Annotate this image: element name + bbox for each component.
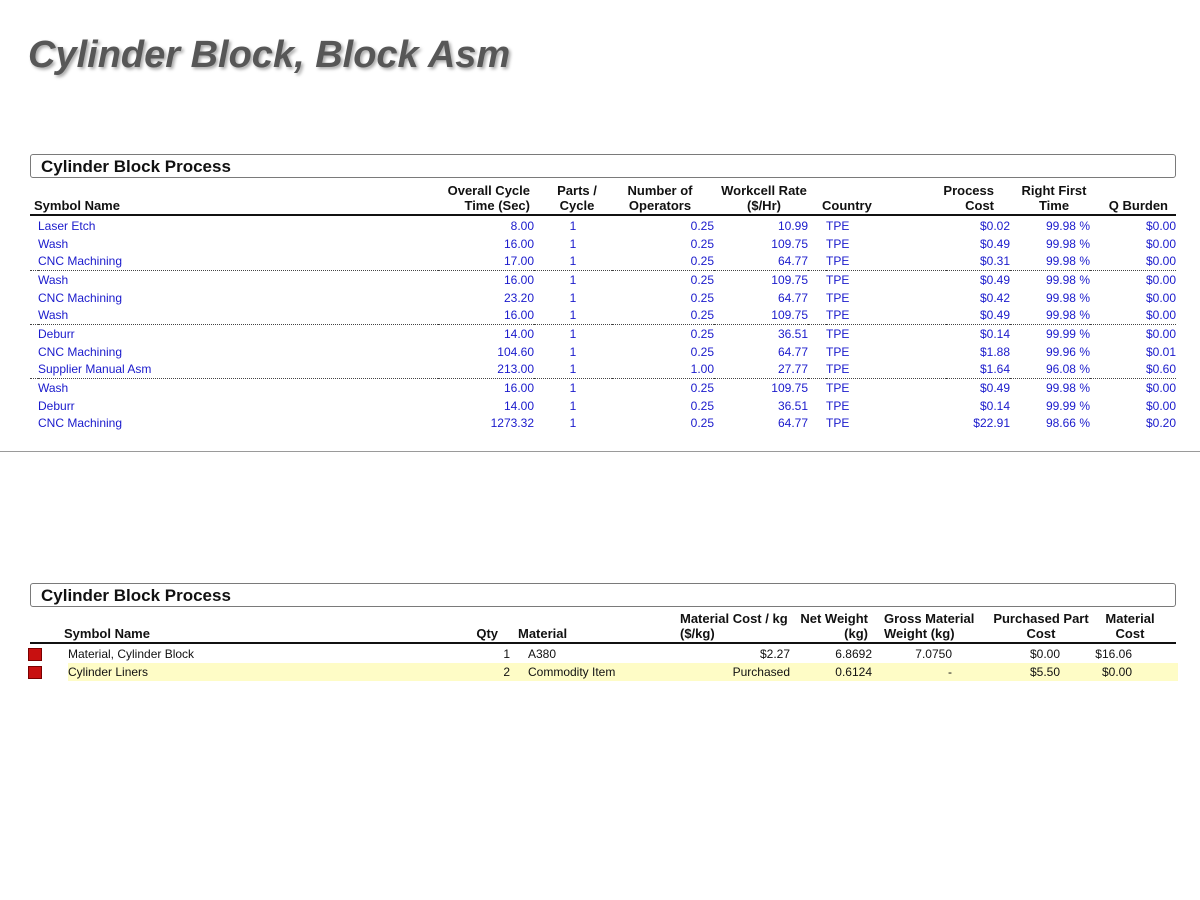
header-process-cost-line2: Cost [965,198,994,213]
mat-header-net-line2: (kg) [844,626,868,641]
mat-header-net-weight [796,611,868,641]
process-cycle-time: 16.00 [503,381,534,396]
row-marker-icon [28,666,42,679]
header-rft-line2: Time [1038,198,1070,213]
process-row [30,217,1176,235]
header-rate-line1: Workcell Rate [721,183,807,198]
mat-header-cost-kg [680,611,788,641]
spacer-cell [808,325,826,343]
material-row [28,645,1178,663]
material-name: Commodity Item [528,663,688,681]
page-title: Cylinder Block, Block Asm [28,34,511,76]
spacer-cell [808,289,826,307]
spacer-cell [510,663,528,681]
process-q-burden: $0.00 [1090,252,1176,270]
spacer-cell [808,306,826,324]
mat-header-material: Material [518,626,568,641]
spacer-cell [1132,645,1178,663]
process-name: CNC Machining [38,344,123,359]
spacer-cell [808,379,826,397]
process-country: TPE [826,416,850,431]
process-rft: 99.98 % [1045,236,1090,251]
process-q-burden: $0.60 [1090,361,1176,379]
process-country: TPE [826,381,850,396]
process-cycle-time: 14.00 [503,326,534,341]
process-rate: 36.51 [777,326,808,341]
process-country: TPE [826,326,850,341]
mat-header-mat-cost-line1: Material [1105,611,1155,626]
header-rft-line1: Right First [1021,183,1087,198]
process-cycle-time: 17.00 [438,252,534,270]
process-country: TPE [826,236,850,251]
process-operators: 0.25 [690,272,714,287]
process-cost: $0.14 [979,398,1010,413]
process-parts: 1 [534,306,612,324]
process-rft: 99.98 % [1045,218,1090,233]
material-cost: $0.00 [1060,663,1132,681]
spacer-cell [30,252,38,270]
process-rate: 27.77 [714,361,808,379]
process-table [30,217,1176,432]
mat-header-net-line1: Net Weight [800,611,868,626]
spacer-cell [808,271,826,289]
header-cycle-time-line1: Overall Cycle [447,183,530,198]
process-name: Supplier Manual Asm [38,361,438,379]
process-q-burden: $0.00 [1145,236,1176,251]
marker-cell [28,663,68,681]
material-header-rule [30,642,1176,644]
process-parts: 1 [569,344,577,359]
header-operators-line2: Operators [628,198,692,213]
spacer-cell [808,252,826,270]
process-country: TPE [826,306,946,324]
process-operators: 0.25 [690,416,714,431]
header-operators [620,183,700,213]
process-country: TPE [826,272,850,287]
material-purchased-cost: $0.00 [1029,647,1060,661]
process-cost: $0.14 [979,326,1010,341]
mat-header-material-cost [1100,611,1160,641]
process-rate: 109.75 [771,272,808,287]
header-process-cost [930,183,994,213]
header-process-cost-line1: Process [943,183,994,198]
process-row [30,361,1176,379]
header-rate-line2: ($/Hr) [747,198,781,213]
process-cycle-time: 16.00 [503,272,534,287]
mat-header-purchased-line2: Cost [1026,626,1056,641]
process-row [30,379,1176,397]
process-cycle-time: 23.20 [503,290,534,305]
process-operators: 0.25 [612,306,714,324]
process-country: TPE [826,361,946,379]
material-gross-weight: - [872,663,952,681]
spacer-cell [30,325,38,343]
process-cycle-time: 1273.32 [490,416,534,431]
process-name: Deburr [38,398,75,413]
process-q-burden: $0.00 [1145,326,1176,341]
material-section-title: Cylinder Block Process [41,586,231,605]
process-rft: 99.99 % [1045,398,1090,413]
process-parts: 1 [569,272,577,287]
material-net-weight: 0.6124 [790,663,872,681]
material-row [28,663,1178,681]
process-country: TPE [826,218,850,233]
process-operators: 0.25 [690,398,714,413]
spacer-cell [30,343,38,361]
process-rft: 99.96 % [1045,344,1090,359]
mat-header-gross-line2: Weight (kg) [884,626,955,641]
process-rft: 99.98 % [1010,306,1090,324]
process-operators: 0.25 [690,344,714,359]
process-row [30,289,1176,307]
marker-cell [28,645,68,663]
spacer-cell [30,289,38,307]
process-rft: 99.98 % [1010,252,1090,270]
spacer-cell [30,235,38,253]
process-operators: 0.25 [690,326,714,341]
process-rate: 64.77 [777,416,808,431]
process-operators: 0.25 [612,252,714,270]
spacer-cell [30,306,38,324]
process-cost: $0.02 [979,218,1010,233]
process-name: Wash [38,272,69,287]
process-rate: 64.77 [714,252,808,270]
process-operators: 0.25 [690,236,714,251]
process-rate: 109.75 [771,236,808,251]
process-operators: 0.25 [690,290,714,305]
process-cycle-time: 16.00 [438,306,534,324]
process-q-burden: $0.00 [1145,290,1176,305]
material-table [28,645,1178,681]
process-parts: 1 [569,290,577,305]
process-rft: 99.98 % [1045,272,1090,287]
process-name: CNC Machining [38,290,123,305]
header-workcell-rate [712,183,816,213]
process-row [30,235,1176,253]
spacer-cell [30,217,38,235]
spacer-cell [30,361,38,379]
header-parts-line1: Parts / [557,183,597,198]
spacer-cell [30,397,38,415]
header-symbol-name: Symbol Name [34,198,120,213]
header-cycle-time [436,183,530,213]
material-cost-kg: Purchased [688,663,790,681]
row-marker-icon [28,648,42,661]
mat-header-symbol-name: Symbol Name [64,626,150,641]
process-q-burden: $0.00 [1145,381,1176,396]
process-row [30,252,1176,270]
process-parts: 1 [534,252,612,270]
process-row [30,306,1176,324]
process-cycle-time: 104.60 [497,344,534,359]
process-cost: $22.91 [973,416,1010,431]
process-section-title: Cylinder Block Process [41,157,231,176]
material-gross-weight: 7.0750 [915,647,952,661]
process-parts: 1 [569,236,577,251]
process-name: Wash [38,381,69,396]
mat-header-gross-weight [884,611,974,641]
process-country: TPE [826,344,850,359]
process-parts: 1 [569,416,577,431]
spacer-cell [1132,663,1178,681]
header-parts-cycle [548,183,606,213]
process-q-burden: $0.00 [1145,272,1176,287]
material-purchased-cost: $5.50 [952,663,1060,681]
process-row [30,271,1176,289]
process-cost: $0.49 [979,381,1010,396]
mat-header-qty: Qty [476,626,498,641]
spacer-cell [808,343,826,361]
process-cost: $0.49 [946,306,1010,324]
process-rft: 98.66 % [1045,416,1090,431]
material-name: A380 [528,647,557,661]
material-cost-kg: $2.27 [759,647,790,661]
process-row [30,415,1176,433]
process-name: CNC Machining [38,252,438,270]
process-country: TPE [826,252,946,270]
process-rate: 64.77 [777,344,808,359]
process-q-burden: $0.01 [1145,344,1176,359]
material-symbol-name: Material, Cylinder Block [68,647,195,661]
process-row [30,343,1176,361]
material-section-header [30,583,1176,607]
mat-header-purchased-line1: Purchased Part [993,611,1089,626]
process-operators: 1.00 [612,361,714,379]
spacer-cell [510,645,528,663]
page-divider [0,451,1200,452]
material-symbol-name: Cylinder Liners [68,663,478,681]
process-row [30,325,1176,343]
process-rate: 109.75 [714,306,808,324]
process-operators: 0.25 [690,218,714,233]
process-parts: 1 [569,381,577,396]
process-country: TPE [826,398,850,413]
process-cycle-time: 14.00 [503,398,534,413]
spacer-cell [808,235,826,253]
header-parts-line2: Cycle [559,198,595,213]
process-name: CNC Machining [38,416,123,431]
mat-header-cost-kg-line2: ($/kg) [680,626,715,641]
process-q-burden: $0.20 [1145,416,1176,431]
material-qty: 2 [478,663,510,681]
header-operators-line1: Number of [627,183,693,198]
process-cost: $0.42 [979,290,1010,305]
process-rft: 96.08 % [1010,361,1090,379]
process-name: Deburr [38,326,75,341]
process-rate: 10.99 [777,218,808,233]
process-parts: 1 [569,398,577,413]
process-cycle-time: 213.00 [438,361,534,379]
process-cost: $1.88 [979,344,1010,359]
material-qty: 1 [503,647,510,661]
process-cycle-time: 8.00 [510,218,534,233]
process-row [30,397,1176,415]
process-name: Wash [38,236,69,251]
process-rate: 109.75 [771,381,808,396]
header-country: Country [822,198,872,213]
process-country: TPE [826,290,850,305]
process-rft: 99.99 % [1045,326,1090,341]
spacer-cell [30,415,38,433]
material-cost: $16.06 [1095,647,1132,661]
mat-header-purchased-cost [990,611,1092,641]
process-cost: $0.31 [946,252,1010,270]
spacer-cell [30,271,38,289]
header-right-first-time [1014,183,1094,213]
header-cycle-time-line2: Time (Sec) [464,198,530,213]
process-rate: 64.77 [777,290,808,305]
process-parts: 1 [534,361,612,379]
process-header-rule [30,214,1176,216]
process-section-header [30,154,1176,178]
header-q-burden: Q Burden [1108,198,1168,213]
process-cost: $1.64 [946,361,1010,379]
process-q-burden: $0.00 [1145,218,1176,233]
spacer-cell [30,379,38,397]
mat-header-gross-line1: Gross Material [884,611,975,626]
process-name: Laser Etch [38,218,96,233]
process-operators: 0.25 [690,381,714,396]
mat-header-mat-cost-line2: Cost [1115,626,1145,641]
process-cost: $0.49 [979,272,1010,287]
process-parts: 1 [569,326,577,341]
process-q-burden: $0.00 [1090,306,1176,324]
process-cost: $0.49 [979,236,1010,251]
process-rate: 36.51 [777,398,808,413]
process-cycle-time: 16.00 [503,236,534,251]
spacer-cell [808,415,826,433]
mat-header-cost-kg-line1: Material Cost / kg [680,611,788,626]
process-q-burden: $0.00 [1145,398,1176,413]
spacer-cell [808,397,826,415]
spacer-cell [808,217,826,235]
process-name: Wash [38,306,438,324]
process-rft: 99.98 % [1045,290,1090,305]
spacer-cell [808,361,826,379]
material-net-weight: 6.8692 [835,647,872,661]
process-parts: 1 [569,218,577,233]
process-rft: 99.98 % [1045,381,1090,396]
